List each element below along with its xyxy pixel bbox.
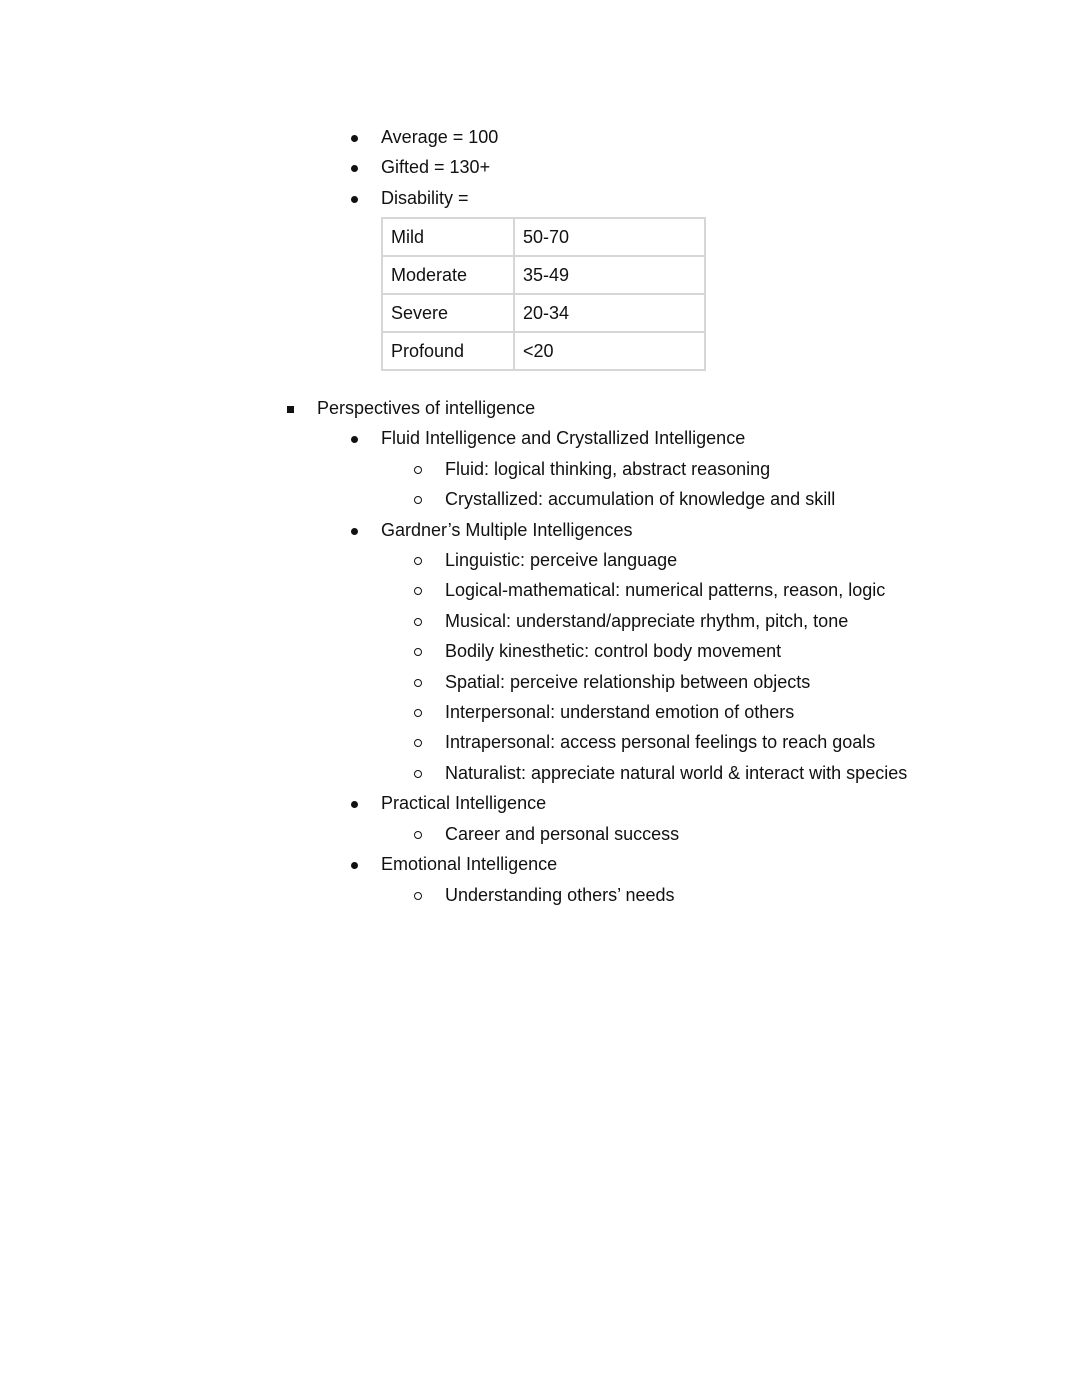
list-item-text: Average = 100 <box>381 127 499 147</box>
list-item-text: Gifted = 130+ <box>381 157 491 177</box>
table-cell: Severe <box>382 294 514 332</box>
table-row <box>382 332 705 370</box>
list-item-text: Linguistic: perceive language <box>445 550 678 570</box>
bullet-dot-icon <box>346 183 362 213</box>
table-cell: <20 <box>514 332 705 370</box>
bullet-circle-icon <box>410 758 426 788</box>
list-item-text: Understanding others’ needs <box>445 885 675 905</box>
list-item-text: Disability = <box>381 188 469 208</box>
table-cell: Moderate <box>382 256 514 294</box>
table-cell: Mild <box>382 218 514 256</box>
list-item-text: Interpersonal: understand emotion of others <box>445 702 795 722</box>
list-item-text: Musical: understand/appreciate rhythm, pitch, tone <box>445 611 849 631</box>
bullet-circle-icon <box>410 545 426 575</box>
bullet-dot-icon <box>346 152 362 182</box>
disability-table <box>381 217 706 371</box>
list-item-text: Career and personal success <box>445 824 680 844</box>
bullet-circle-icon <box>410 880 426 910</box>
list-item-text: Logical-mathematical: numerical patterns, reason, logic <box>445 580 886 600</box>
list-item-text: Gardner’s Multiple Intelligences <box>381 520 633 540</box>
table-row <box>382 256 705 294</box>
bullet-circle-icon <box>410 727 426 757</box>
bullet-circle-icon <box>410 484 426 514</box>
table-cell: 50-70 <box>514 218 705 256</box>
bullet-dot-icon <box>346 788 362 818</box>
list-item-text: Naturalist: appreciate natural world & interact with species <box>445 763 908 783</box>
table-cell: 35-49 <box>514 256 705 294</box>
list-item-text: Bodily kinesthetic: control body movement <box>445 641 782 661</box>
list-item-text: Crystallized: accumulation of knowledge and skill <box>445 489 836 509</box>
list-item-text: Practical Intelligence <box>381 793 547 813</box>
list-item-text: Spatial: perceive relationship between objects <box>445 672 811 692</box>
bullet-circle-icon <box>410 575 426 605</box>
bullet-circle-icon <box>410 819 426 849</box>
bullet-dot-icon <box>346 515 362 545</box>
section-heading: Perspectives of intelligence <box>317 398 536 418</box>
bullet-circle-icon <box>410 636 426 666</box>
list-item-text: Emotional Intelligence <box>381 854 558 874</box>
bullet-circle-icon <box>410 667 426 697</box>
list-item-text: Fluid: logical thinking, abstract reasoning <box>445 459 771 479</box>
bullet-square-icon <box>282 393 298 423</box>
table-cell: Profound <box>382 332 514 370</box>
table-row <box>382 294 705 332</box>
list-item-text: Fluid Intelligence and Crystallized Intelligence <box>381 428 746 448</box>
table-cell: 20-34 <box>514 294 705 332</box>
bullet-dot-icon <box>346 122 362 152</box>
bullet-dot-icon <box>346 849 362 879</box>
bullet-circle-icon <box>410 606 426 636</box>
bullet-circle-icon <box>410 697 426 727</box>
table-row <box>382 218 705 256</box>
list-item-text: Intrapersonal: access personal feelings to reach goals <box>445 732 876 752</box>
bullet-dot-icon <box>346 423 362 453</box>
bullet-circle-icon <box>410 454 426 484</box>
